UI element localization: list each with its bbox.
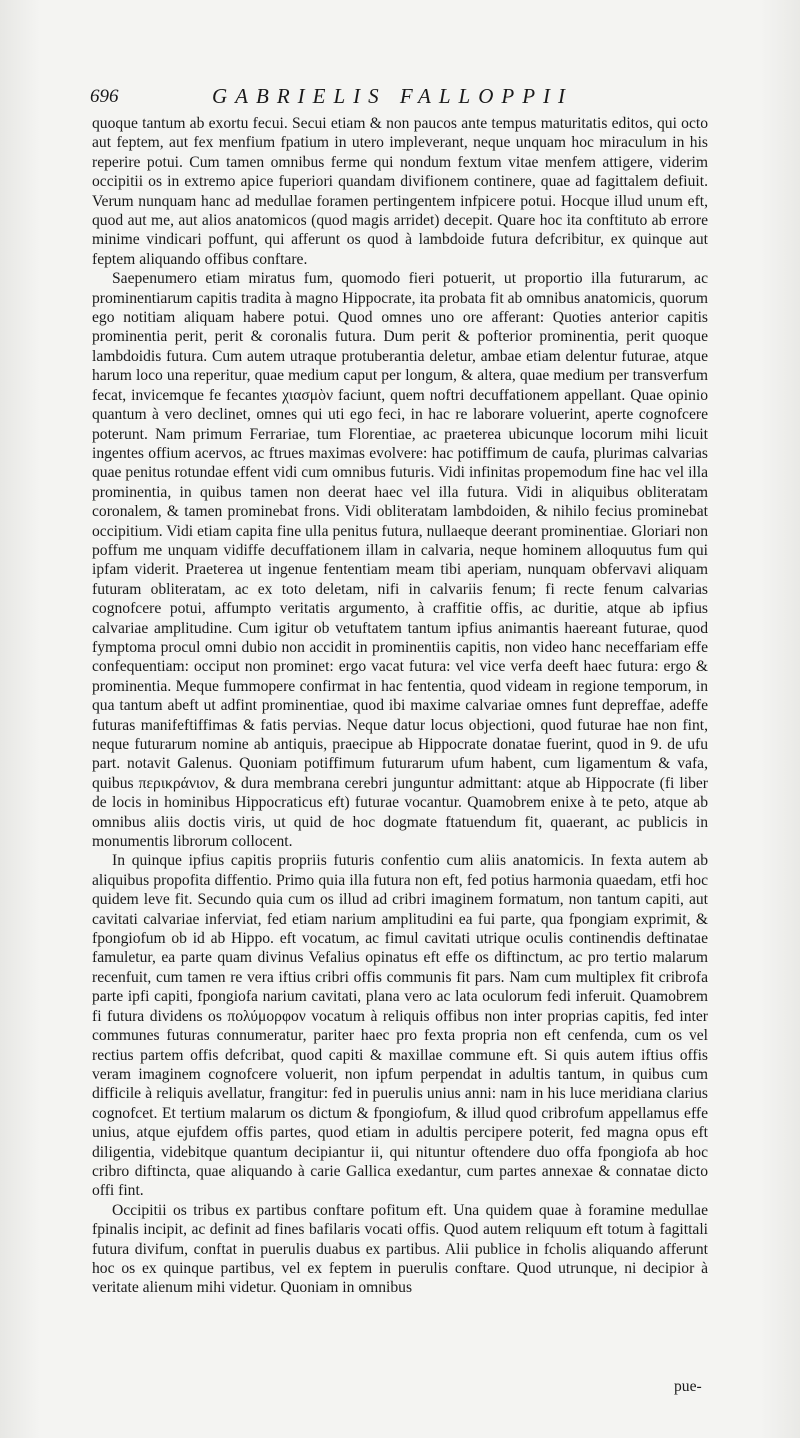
catchword: pue- bbox=[674, 1378, 702, 1395]
paragraph: Saepenumero etiam miratus fum, quomodo fieri potuerit, ut proportio illa futurarum, ac prominentiarum capitis tradita à magno Hippocrate, ita probata fit ab omnibus anatomicis, quorum ego notitiam aliquam habere potui. Quod omnes uno ore afferant: Quoties anterior capitis prominentia perit, perit & coronalis futura. Dum perit & pofterior prominentia, perit quoque lambdoidis futura. Cum autem utraque protuberantia deletur, ambae etiam delentur futurae, atque harum loco una reperitur, quae medium caput per longum, & altera, quae medium per transverfum fecat, invicemque fe fecantes χιασμὸν faciunt, quem noftri decuffationem appellant. Quae opinio quantum à vero declinet, omnes qui uti ego feci, in hac re laborare voluerint, aperte cognofcere poterunt. Nam primum Ferrariae, tum Florentiae, ac praeterea ubicunque locorum mihi licuit ingentes offium acervos, ac ftrues maximas evolvere: hac potiffimum de caufa, plurimas calvarias quae penitus rotundae effent vidi cum omnibus futuris. Vidi infinitas propemodum fine hac vel illa prominentia, in quibus tamen non deerat haec vel illa futura. Vidi in aliquibus obliteratam coronalem, & tamen prominebat frons. Vidi obliteratam lambdoiden, & nihilo fecius prominebat occipitium. Vidi etiam capita fine ulla penitus futura, nullaeque deerant prominentiae. Gloriari non poffum me unquam vidiffe decuffationem illam in calvaria, neque hominem alloquutus fum qui ipfam viderit. Praeterea ut ingenue fententiam meam tibi aperiam, nunquam obfervavi aliquam futuram obliteratam, ac ex toto deletam, nifi in calvariis fenum; fi recte fenum calvarias cognofcere potui, affumpto veritatis argumento, à craffitie offis, ac duritie, atque ab ipfius calvariae amplitudine. Cum igitur ob vetuftatem tantum ipfius animantis haereant futurae, quod fymptoma procul omni dubio non accidit in prominentiis capitis, non video hanc neceffariam effe confequentiam: occiput non prominet: ergo vacat futura: vel vice verfa deeft haec futura: ergo & prominentia. Meque fummopere confirmat in hac fententia, quod videam in regione temporum, in qua tantum abeft ut adfint prominentiae, quod ibi maxime calvariae omnes funt depreffae, adeffe futuras manifeftiffimas & fatis pervias. Neque datur locus objectioni, quod futurae hae non fint, neque futurarum nomine ab antiquis, praecipue ab Hippocrate donatae fuerint, quod in 9. de ufu part. notavit Galenus. Quoniam potiffimum futurarum ufum habent, cum ligamentum & vafa, quibus περικράνιον, & dura membrana cerebri junguntur admittant: atque ab Hippocrate (fi liber de locis in hominibus Hippocraticus eft) futurae vocantur. Quamobrem enixe à te peto, atque ab omnibus aliis doctis viris, ut quid de hoc dogmate ftatuendum fit, quaerant, ac publicis in monumentis librorum collocent. bbox=[92, 270, 708, 851]
paragraph: In quinque ipfius capitis propriis futuris confentio cum aliis anatomicis. In fexta autem ab aliquibus propofita diffentio. Primo quia illa futura non eft, fed potius harmonia quaedam, etfi hoc quidem leve fit. Secundo quia cum os illud ad cribri imaginem formatum, non tantum capiti, aut cavitati calvariae inferviat, fed etiam narium amplitudini ea fui parte, qua fpongiam exprimit, & fpongiofum ob id ab Hippo. eft vocatum, ac fimul cavitati utrique oculis continendis deftinatae famuletur, ea parte quam divinus Vefalius opinatus eft effe os diftinctum, ac pro tertio malarum recenfuit, cum tamen re vera iftius cribri offis communis fit pars. Nam cum multiplex fit cribrofa parte ipfi capiti, fpongiofa narium cavitati, plana vero ac lata oculorum fedi inferuit. Quamobrem fi futura dividens os πολύμορφον vocatum à reliquis offibus non inter proprias capitis, fed inter communes futuras connumeratur, pariter haec pro fexta propria non eft cenfenda, cum os vel rectius partem offis defcribat, quod capiti & maxillae commune eft. Si quis autem iftius offis veram imaginem cognofcere voluerit, non ipfum perpendat in adultis tantum, in quibus cum difficile à reliquis avellatur, frangitur: fed in puerulis unius anni: nam in his luce meridiana clarius cognofcet. Et tertium malarum os dictum & fpongiofum, & illud quod cribrofum appellamus effe unius, atque ejufdem offis partes, quod etiam in adultis percipere poterit, fed magna opus eft diligentia, videbitque quantum decipiantur ii, qui nituntur oftendere duo offa fpongiofa ab hoc cribro diftincta, quae aliquando à carie Gallica exedantur, cum partes annexae & connatae dicto offi fint. bbox=[92, 852, 708, 1200]
running-title: GABRIELIS FALLOPPII bbox=[212, 84, 574, 108]
paragraph: quoque tantum ab exortu fecui. Secui etiam & non paucos ante tempus maturitatis editos, qui octo aut feptem, aut fex menfium fpatium in utero impleverant, neque unquam hoc miraculum in his reperire potui. Cum tamen omnibus ferme qui nondum fextum vitae menfem attigere, viderim occipitii os in extremo apice fuperiori quandam divifionem continere, quae ad fagittalem defiuit. Verum nunquam hanc ad medullae foramen pertingentem infpicere potui. Hocque illud unum eft, quod aut me, aut alios anatomicos (quod magis arridet) decepit. Quare hoc ita conftituto ab errore minime vindicari poffunt, qui afferunt os quod à lambdoide futura defcribitur, ex quinque aut feptem aliquando offibus conftare. bbox=[92, 115, 708, 268]
body-text bbox=[92, 114, 708, 1298]
page-header bbox=[0, 80, 800, 116]
paragraph: Occipitii os tribus ex partibus conftare pofitum eft. Una quidem quae à foramine medullae fpinalis incipit, ac definit ad fines bafilaris vocati offis. Quod autem reliquum eft totum à fagittali futura divifum, conftat in puerulis duabus ex partibus. Alii publice in fcholis aliquando afferunt hoc os ex quinque partibus, vel ex feptem in puerulis conftare. Quod utrunque, ni decipior à veritate alienum mihi videtur. Quoniam in omnibus bbox=[92, 1201, 708, 1297]
page-number: 696 bbox=[90, 86, 119, 107]
